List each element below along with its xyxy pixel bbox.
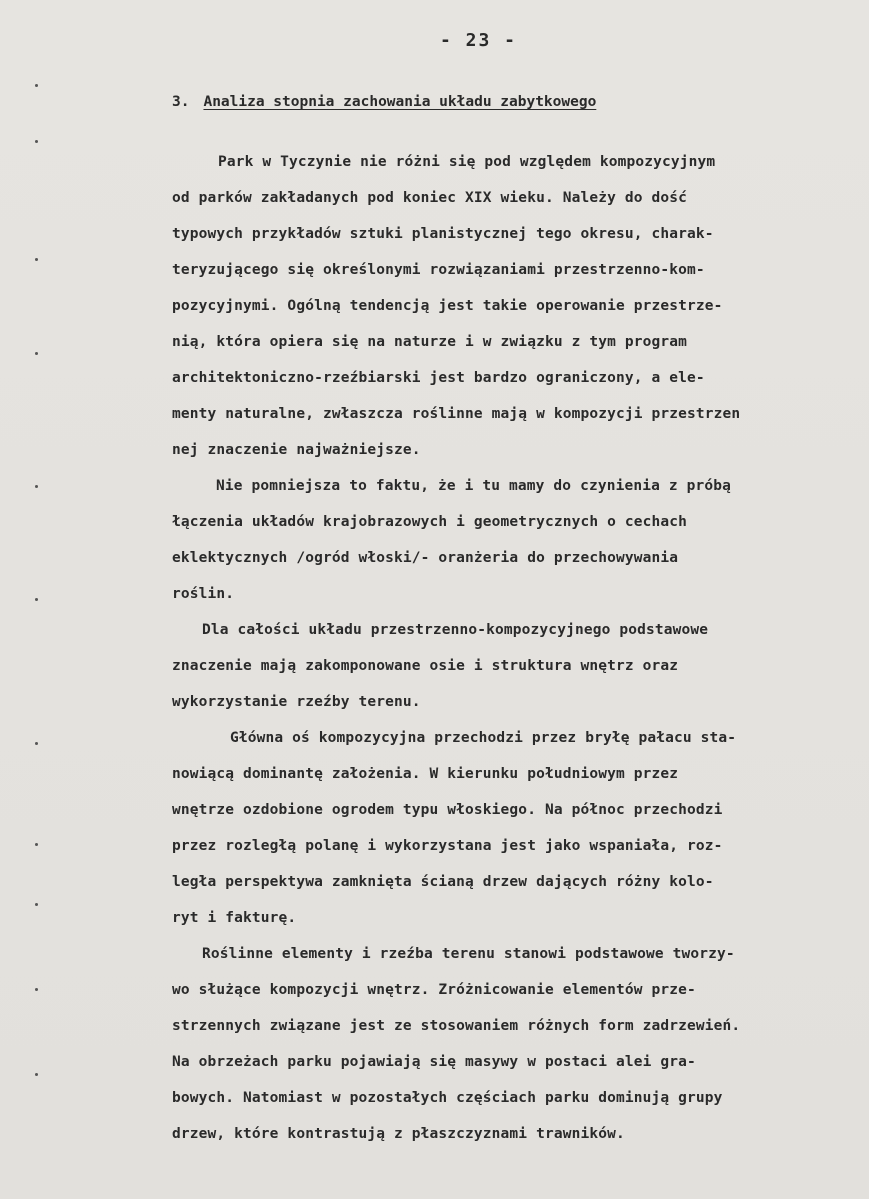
text-line: roślin. (172, 586, 235, 602)
margin-mark (35, 258, 38, 261)
text-line: eklektycznych /ogród włoski/- oranżeria do przechowywania (172, 550, 679, 566)
margin-mark (35, 843, 38, 846)
text-line: wykorzystanie rzeźby terenu. (172, 694, 421, 710)
text-line: typowych przykładów sztuki planistycznej tego okresu, charak- (172, 226, 714, 242)
text-line: nią, która opiera się na naturze i w związku z tym program (172, 334, 688, 350)
margin-mark (35, 742, 38, 745)
text-line: Główna oś kompozycyjna przechodzi przez bryłę pałacu sta- (230, 730, 737, 746)
margin-mark (35, 1073, 38, 1076)
margin-mark (35, 988, 38, 991)
text-line: pozycyjnymi. Ogólną tendencją jest takie operowanie przestrze- (172, 298, 723, 314)
text-line: łączenia układów krajobrazowych i geometrycznych o cechach (172, 514, 688, 530)
margin-mark (35, 352, 38, 355)
margin-mark (35, 84, 38, 87)
text-line: drzew, które kontrastują z płaszczyznami trawników. (172, 1126, 625, 1142)
text-line: Roślinne elementy i rzeźba terenu stanowi podstawowe tworzy- (202, 946, 735, 962)
text-line: od parków zakładanych pod koniec XIX wieku. Należy do dość (172, 190, 688, 206)
text-line: Nie pomniejsza to faktu, że i tu mamy do czynienia z próbą (216, 478, 732, 494)
section-heading (172, 94, 596, 110)
text-line: architektoniczno-rzeźbiarski jest bardzo ograniczony, a ele- (172, 370, 705, 386)
section-title: Analiza stopnia zachowania układu zabytkowego (203, 94, 597, 110)
text-line: wo służące kompozycji wnętrz. Zróżnicowanie elementów prze- (172, 982, 696, 998)
margin-mark (35, 598, 38, 601)
text-line: Dla całości układu przestrzenno-kompozycyjnego podstawowe (202, 622, 709, 638)
margin-mark (35, 140, 38, 143)
margin-mark (35, 485, 38, 488)
text-line: ryt i fakturę. (172, 910, 297, 926)
text-line: nej znaczenie najważniejsze. (172, 442, 421, 458)
text-line: strzennych związane jest ze stosowaniem różnych form zadrzewień. (172, 1018, 741, 1034)
text-line: teryzującego się określonymi rozwiązaniami przestrzenno-kom- (172, 262, 705, 278)
text-line: bowych. Natomiast w pozostałych częściach parku dominują grupy (172, 1090, 723, 1106)
text-line: wnętrze ozdobione ogrodem typu włoskiego. Na północ przechodzi (172, 802, 723, 818)
section-number: 3. (172, 94, 190, 110)
text-line: legła perspektywa zamknięta ścianą drzew dających różny kolo- (172, 874, 714, 890)
text-line: menty naturalne, zwłaszcza roślinne mają w kompozycji przestrzen (172, 406, 741, 422)
text-line: nowiącą dominantę założenia. W kierunku południowym przez (172, 766, 679, 782)
text-line: Na obrzeżach parku pojawiają się masywy w postaci alei gra- (172, 1054, 696, 1070)
text-line: znaczenie mają zakomponowane osie i struktura wnętrz oraz (172, 658, 679, 674)
margin-mark (35, 903, 38, 906)
text-line: Park w Tyczynie nie różni się pod względem kompozycyjnym (218, 154, 716, 170)
text-line: przez rozległą polanę i wykorzystana jest jako wspaniała, roz- (172, 838, 723, 854)
page-number: - 23 - (440, 30, 518, 51)
